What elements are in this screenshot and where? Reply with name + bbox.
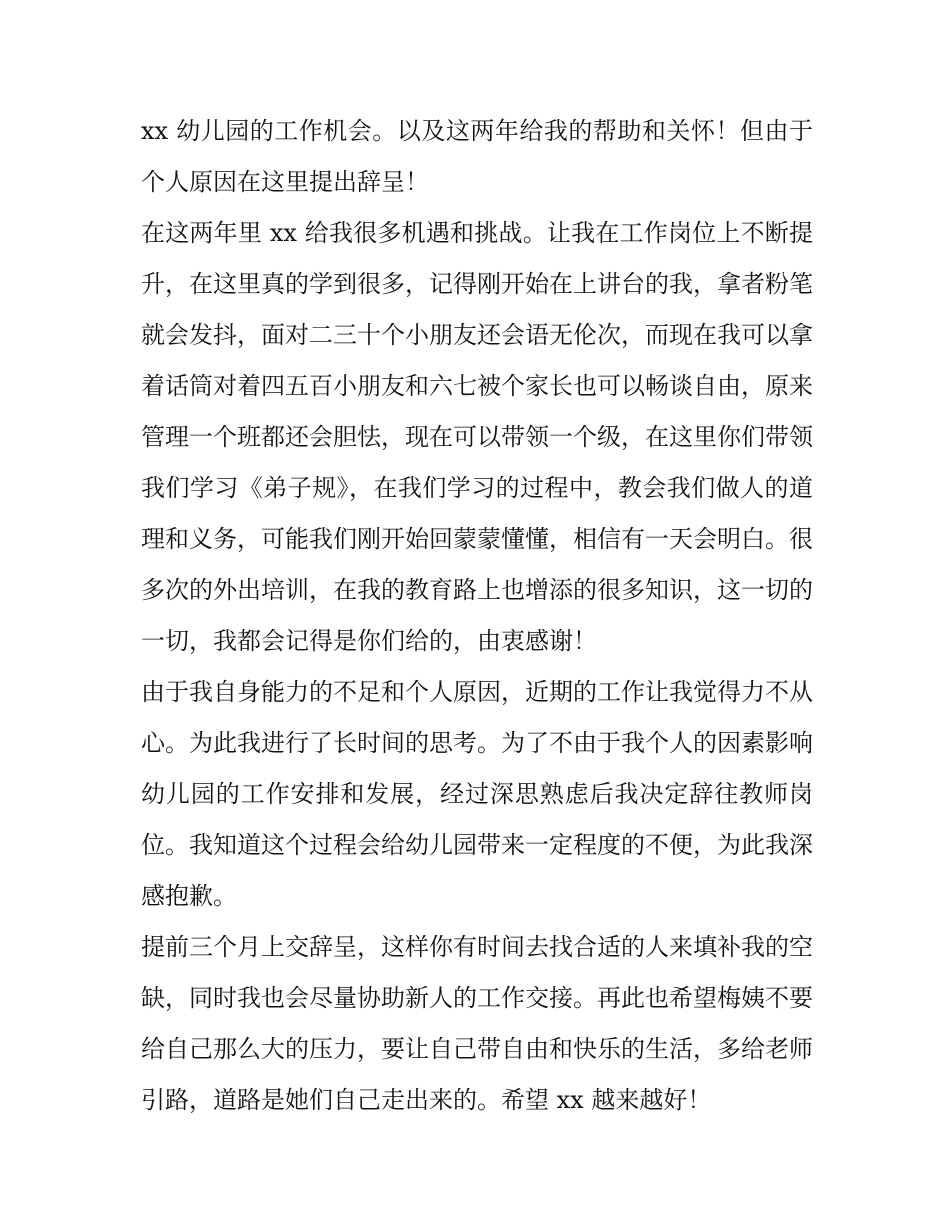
paragraph-1: xx 幼儿园的工作机会。以及这两年给我的帮助和关怀！但由于个人原因在这里提出辞呈！ [141,117,813,196]
paragraph-3: 由于我自身能力的不足和个人原因，近期的工作让我觉得力不从心。为此我进行了长时间的思考。为了不由于我个人的因素影响幼儿园的工作安排和发展，经过深思熟虑后我决定辞往教师岗位。我知道这个过程会给幼儿园带来一定程度的不便，为此我深感抱歉。 [141,678,813,910]
paragraph-2: 在这两年里 xx 给我很多机遇和挑战。让我在工作岗位上不断提升，在这里真的学到很多，记得刚开始在上讲台的我，拿者粉笔就会发抖，面对二三十个小朋友还会语无伦次，而现在我可以拿着话筒对着四五百小朋友和六七被个家长也可以畅谈自由，原来管理一个班都还会胆怯，现在可以带领一个级，在这里你们带领我们学习《弟子规》，在我们学习的过程中，教会我们做人的道理和义务，可能我们刚开始回蒙蒙懂懂，相信有一天会明白。很多次的外出培训，在我的教育路上也增添的很多知识，这一切的一切，我都会记得是你们给的，由衷感谢！ [141,219,813,655]
document-body [141,106,813,1126]
paragraph-4: 提前三个月上交辞呈，这样你有时间去找合适的人来填补我的空缺，同时我也会尽量协助新人的工作交接。再此也希望梅姨不要给自己那么大的压力，要让自己带自由和快乐的生活，多给老师引路，道路是她们自己走出来的。希望 xx 越来越好！ [141,933,813,1114]
